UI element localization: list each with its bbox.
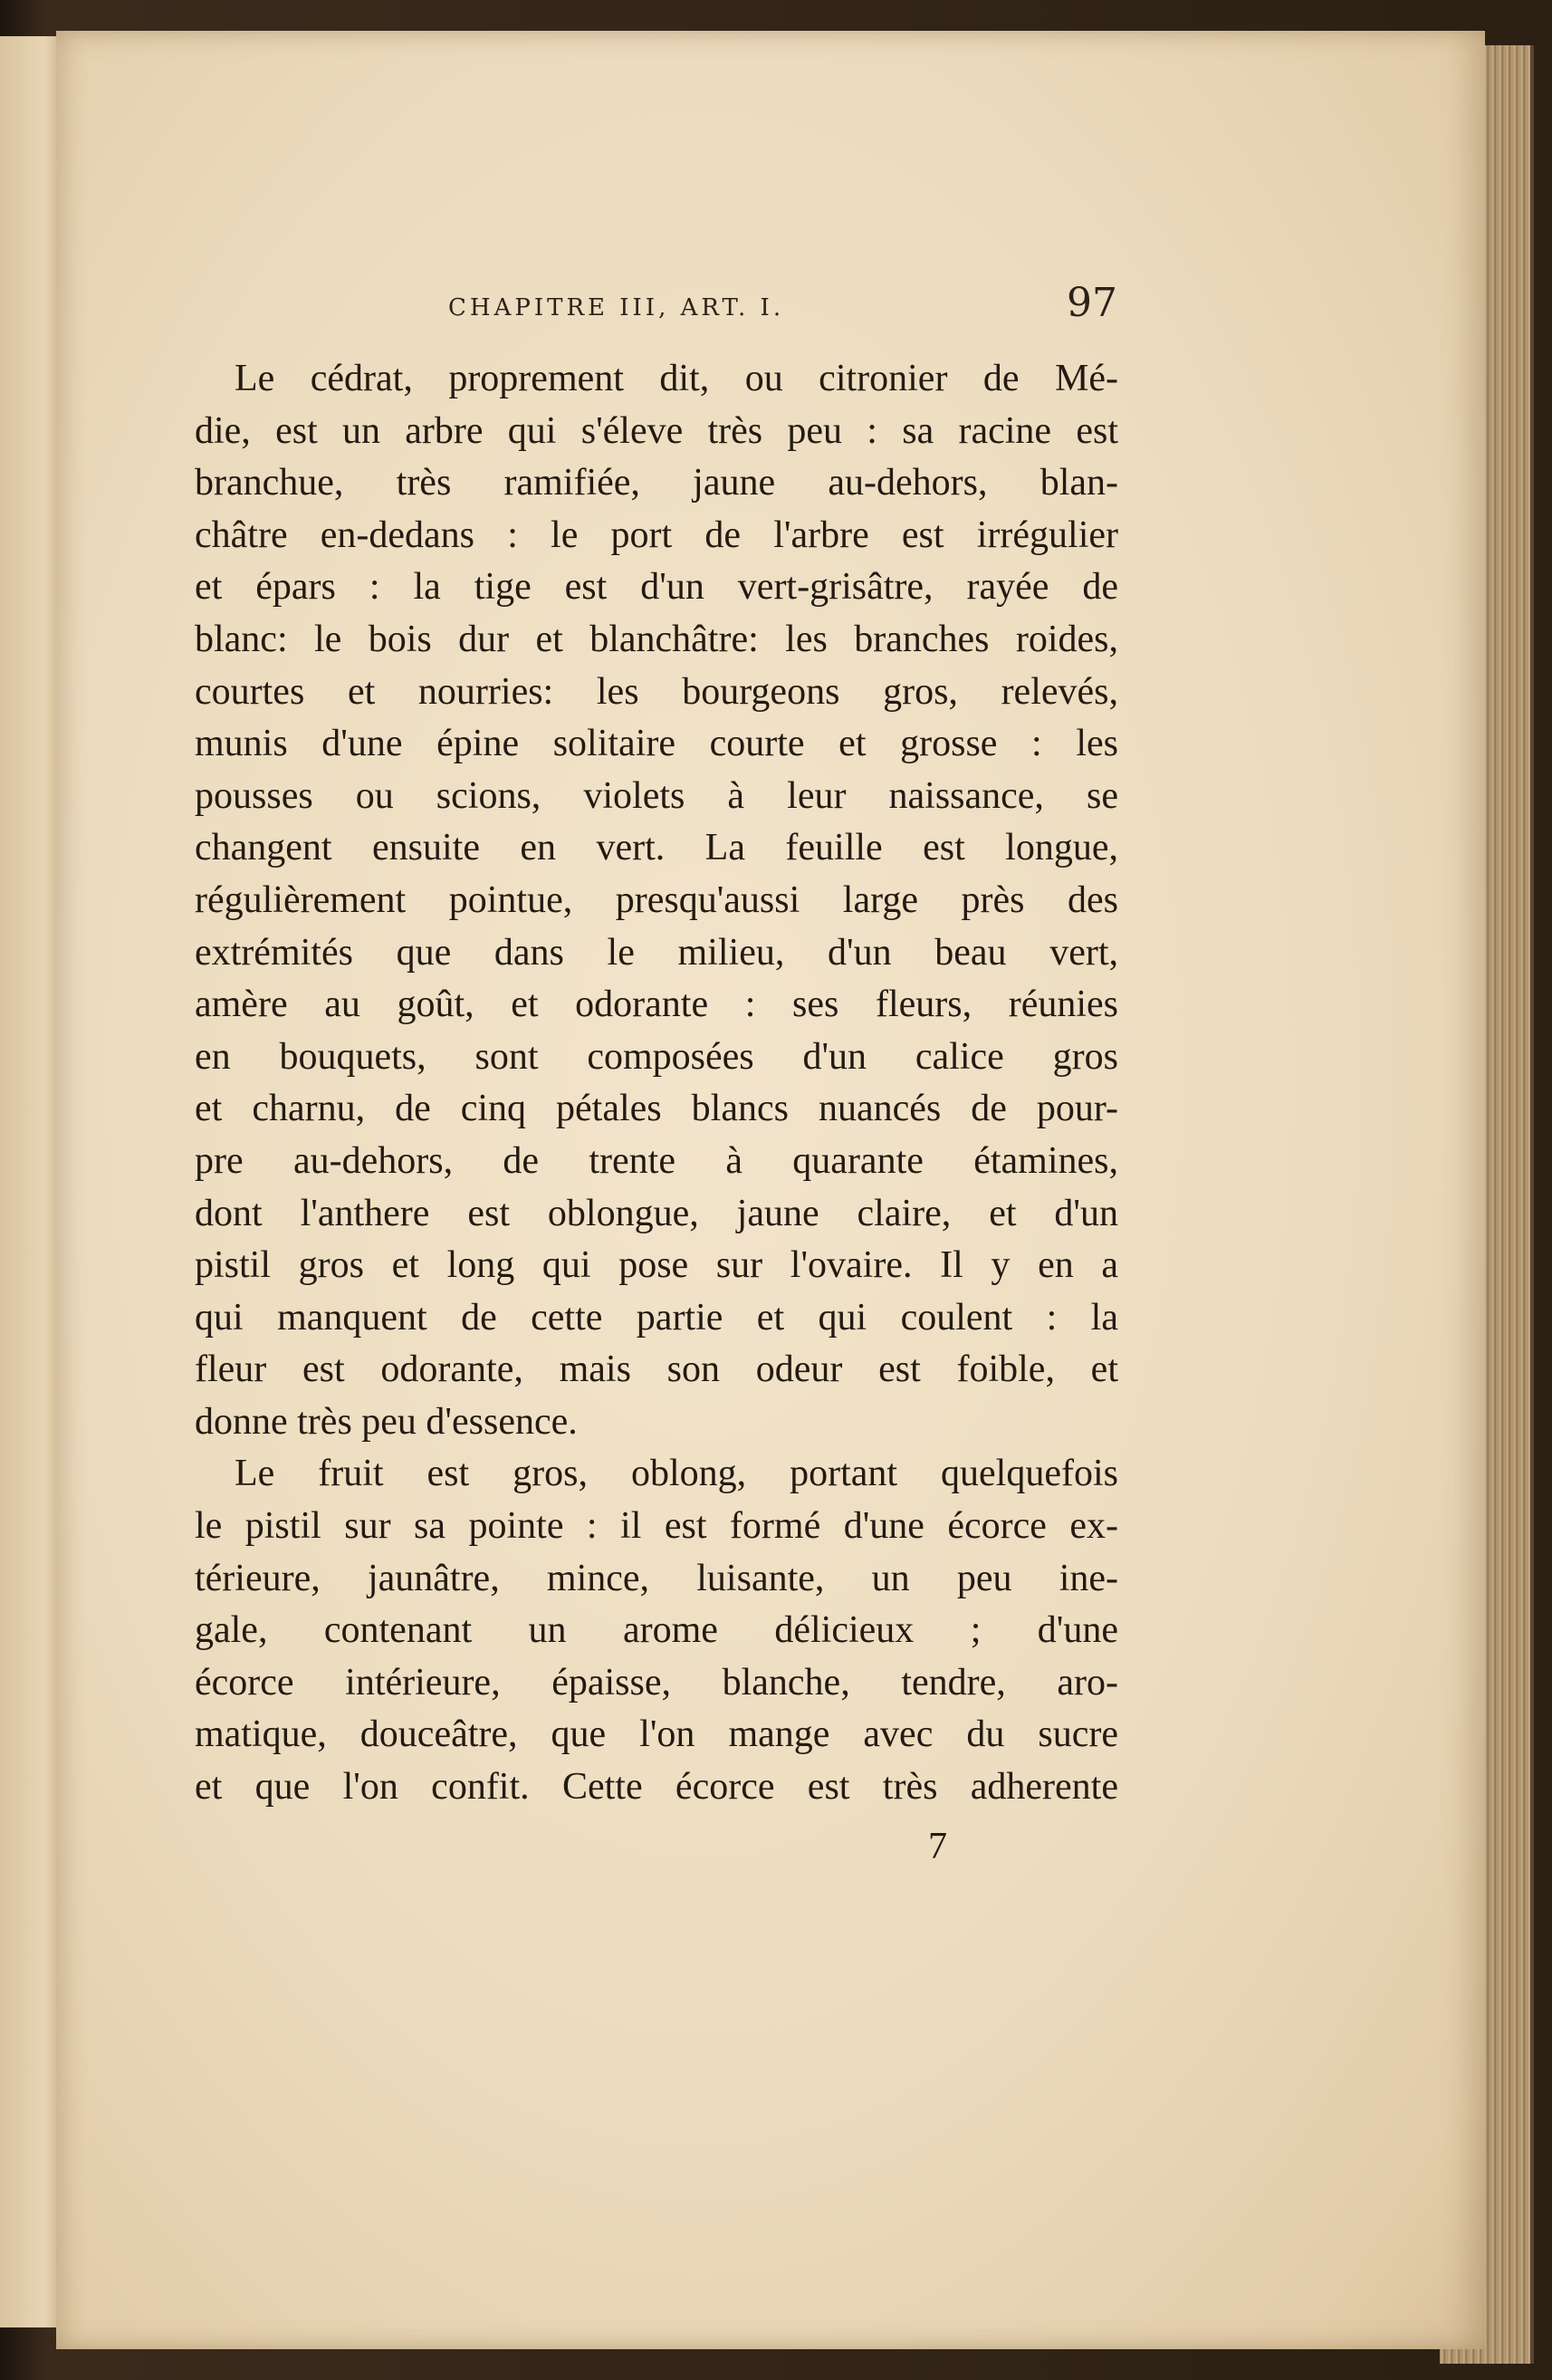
text-line: le pistil sur sa pointe : il est formé d'une écorce ex- xyxy=(195,1505,1118,1548)
text-line: pousses ou scions, violets à leur naissance, se xyxy=(195,774,1118,817)
paragraph-1 xyxy=(195,353,1118,1448)
text-line: Le fruit est gros, oblong, portant quelquefois xyxy=(235,1453,1118,1495)
text-line: pistil gros et long qui pose sur l'ovaire. Il y en a xyxy=(195,1244,1118,1287)
text-line: pre au-dehors, de trente à quarante étamines, xyxy=(195,1139,1118,1182)
text-line: munis d'une épine solitaire courte et grosse : les xyxy=(195,723,1118,765)
text-line: régulièrement pointue, presqu'aussi large près des xyxy=(195,878,1118,921)
text-line: et charnu, de cinq pétales blancs nuancés de pour- xyxy=(195,1088,1118,1130)
text-line: qui manquent de cette partie et qui coulent : la xyxy=(195,1296,1118,1339)
text-line: die, est un arbre qui s'éleve très peu : sa racine est xyxy=(195,409,1118,452)
text-line: gale, contenant un arome délicieux ; d'une xyxy=(195,1609,1118,1652)
text-line: et que l'on confit. Cette écorce est très adherente xyxy=(195,1766,1118,1809)
text-line: courtes et nourries: les bourgeons gros, relevés, xyxy=(195,670,1118,713)
text-line: changent ensuite en vert. La feuille est longue, xyxy=(195,827,1118,869)
paragraph-2 xyxy=(195,1448,1118,1813)
text-line: fleur est odorante, mais son odeur est foible, et xyxy=(195,1348,1118,1391)
text-line: dont l'anthere est oblongue, jaune claire, et d'un xyxy=(195,1192,1118,1234)
text-line: térieure, jaunâtre, mince, luisante, un peu ine- xyxy=(195,1557,1118,1599)
running-head xyxy=(394,276,1118,331)
signature-mark: 7 xyxy=(928,1826,947,1867)
text-line: extrémités que dans le milieu, d'un beau vert, xyxy=(195,931,1118,974)
text-line: amère au goût, et odorante : ses fleurs, réunies xyxy=(195,984,1118,1026)
text-line: et épars : la tige est d'un vert-grisâtre, rayée de xyxy=(195,566,1118,609)
text-line: châtre en-dedans : le port de l'arbre est irrégulier xyxy=(195,513,1118,556)
running-title: CHAPITRE III, ART. I. xyxy=(448,294,785,321)
page-number: 97 xyxy=(1067,280,1117,326)
text-line: donne très peu d'essence. xyxy=(195,1400,578,1443)
body-text xyxy=(195,353,1118,1814)
text-line: branchue, très ramifiée, jaune au-dehors, blan- xyxy=(195,462,1118,504)
text-line: matique, douceâtre, que l'on mange avec du sucre xyxy=(195,1713,1118,1756)
text-line: blanc: le bois dur et blanchâtre: les branches roides, xyxy=(195,618,1118,660)
text-line: Le cédrat, proprement dit, ou citronier de Mé- xyxy=(235,358,1118,399)
text-line: écorce intérieure, épaisse, blanche, tendre, aro- xyxy=(195,1661,1118,1703)
text-line: en bouquets, sont composées d'un calice gros xyxy=(195,1035,1118,1078)
